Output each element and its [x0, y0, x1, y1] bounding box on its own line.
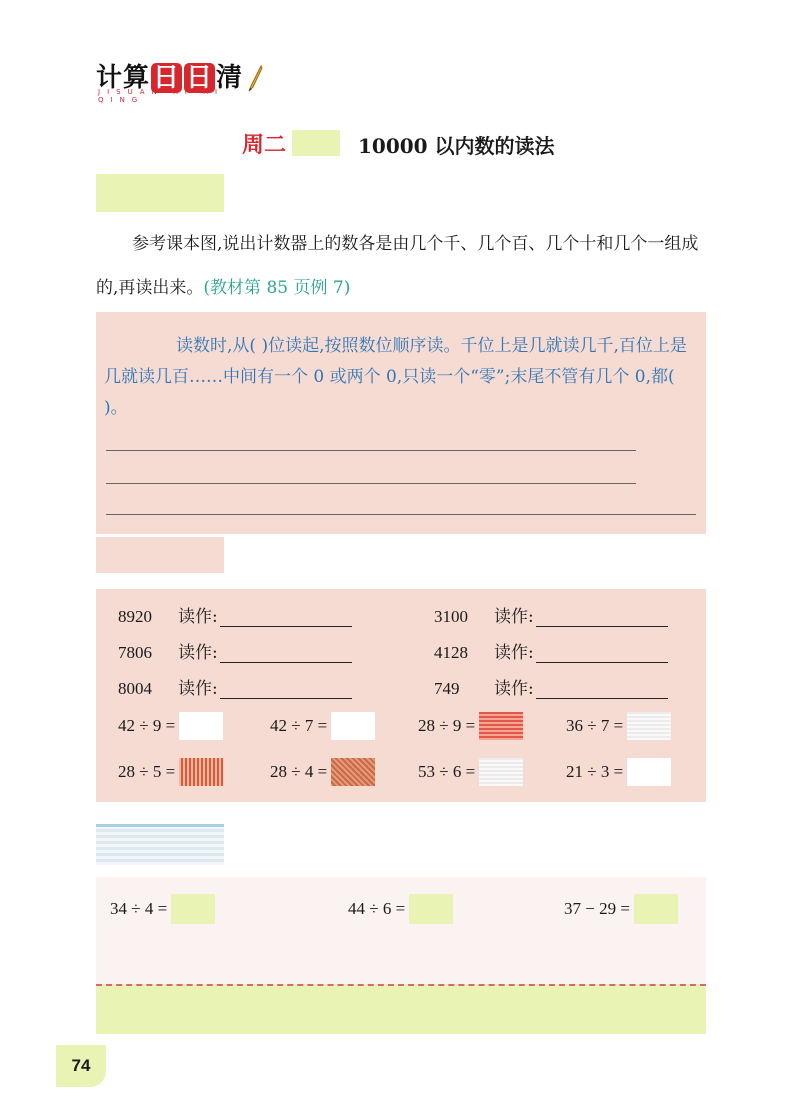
mixed-problem: 34 ÷ 4 = [110, 893, 215, 925]
reading-item: 8920 读作: [118, 603, 352, 627]
writing-line [106, 514, 696, 515]
page-number: 74 [56, 1045, 106, 1087]
answer-box[interactable] [409, 894, 453, 924]
bottom-band [96, 984, 706, 1034]
answer-blank[interactable] [220, 680, 352, 699]
reading-item: 3100 读作: [434, 603, 668, 627]
division-problem: 42 ÷ 9 = [118, 711, 223, 741]
answer-blank[interactable] [536, 680, 668, 699]
reading-item: 7806 读作: [118, 639, 352, 663]
division-problem: 28 ÷ 5 = [118, 757, 223, 787]
answer-box[interactable] [627, 712, 671, 740]
brand-subtitle: JISUAN RI RI QING [98, 88, 225, 104]
brand-text: 计算 日 日 清 [96, 63, 244, 93]
section-title [0, 128, 800, 158]
answer-blank[interactable] [220, 644, 352, 663]
answer-box[interactable] [331, 712, 375, 740]
answer-box[interactable] [627, 758, 671, 786]
title-day: 周二 [242, 133, 287, 158]
mixed-problem: 37 − 29 = [564, 893, 678, 925]
division-problem: 53 ÷ 6 = [418, 757, 523, 787]
mixed-panel [96, 877, 706, 1032]
rule-text: 读数时,从( )位读起,按照数位顺序读。千位上是几就读几千,百位上是几就读几百……中间有一个 0 或两个 0,只读一个“零”;末尾不管有几个 0,都( )。 [104, 336, 687, 418]
section-tab-3 [96, 824, 224, 865]
writing-line [106, 483, 636, 484]
section-tab-2 [96, 537, 224, 573]
reading-item: 4128 读作: [434, 639, 668, 663]
answer-box[interactable] [479, 758, 523, 786]
answer-box[interactable] [171, 894, 215, 924]
answer-blank[interactable] [536, 644, 668, 663]
reading-item: 749 读作: [434, 675, 668, 699]
textbook-reference: (教材第 85 页例 7) [203, 278, 351, 298]
answer-box[interactable] [634, 894, 678, 924]
instruction-text: 参考课本图,说出计数器上的数各是由几个千、几个百、几个十和几个一组成的,再读出来。(教材第 85 页例 7) [96, 234, 699, 298]
division-problem: 28 ÷ 4 = [270, 757, 375, 787]
division-problem: 42 ÷ 7 = [270, 711, 375, 741]
mixed-problem: 44 ÷ 6 = [348, 893, 453, 925]
title-topic: 10000 以内数的读法 [358, 134, 555, 158]
section-tab-1 [96, 174, 224, 212]
writing-line [106, 450, 636, 451]
answer-box[interactable] [331, 758, 375, 786]
division-problem: 36 ÷ 7 = [566, 711, 671, 741]
title-color-block [292, 130, 340, 156]
division-problem: 21 ÷ 3 = [566, 757, 671, 787]
answer-blank[interactable] [536, 608, 668, 627]
answer-box[interactable] [479, 712, 523, 740]
reading-item: 8004 读作: [118, 675, 352, 699]
answer-box[interactable] [179, 758, 223, 786]
division-problem: 28 ÷ 9 = [418, 711, 523, 741]
drill-panel [96, 589, 706, 802]
answer-box[interactable] [179, 712, 223, 740]
answer-blank[interactable] [220, 608, 352, 627]
brand-logo [96, 58, 263, 104]
